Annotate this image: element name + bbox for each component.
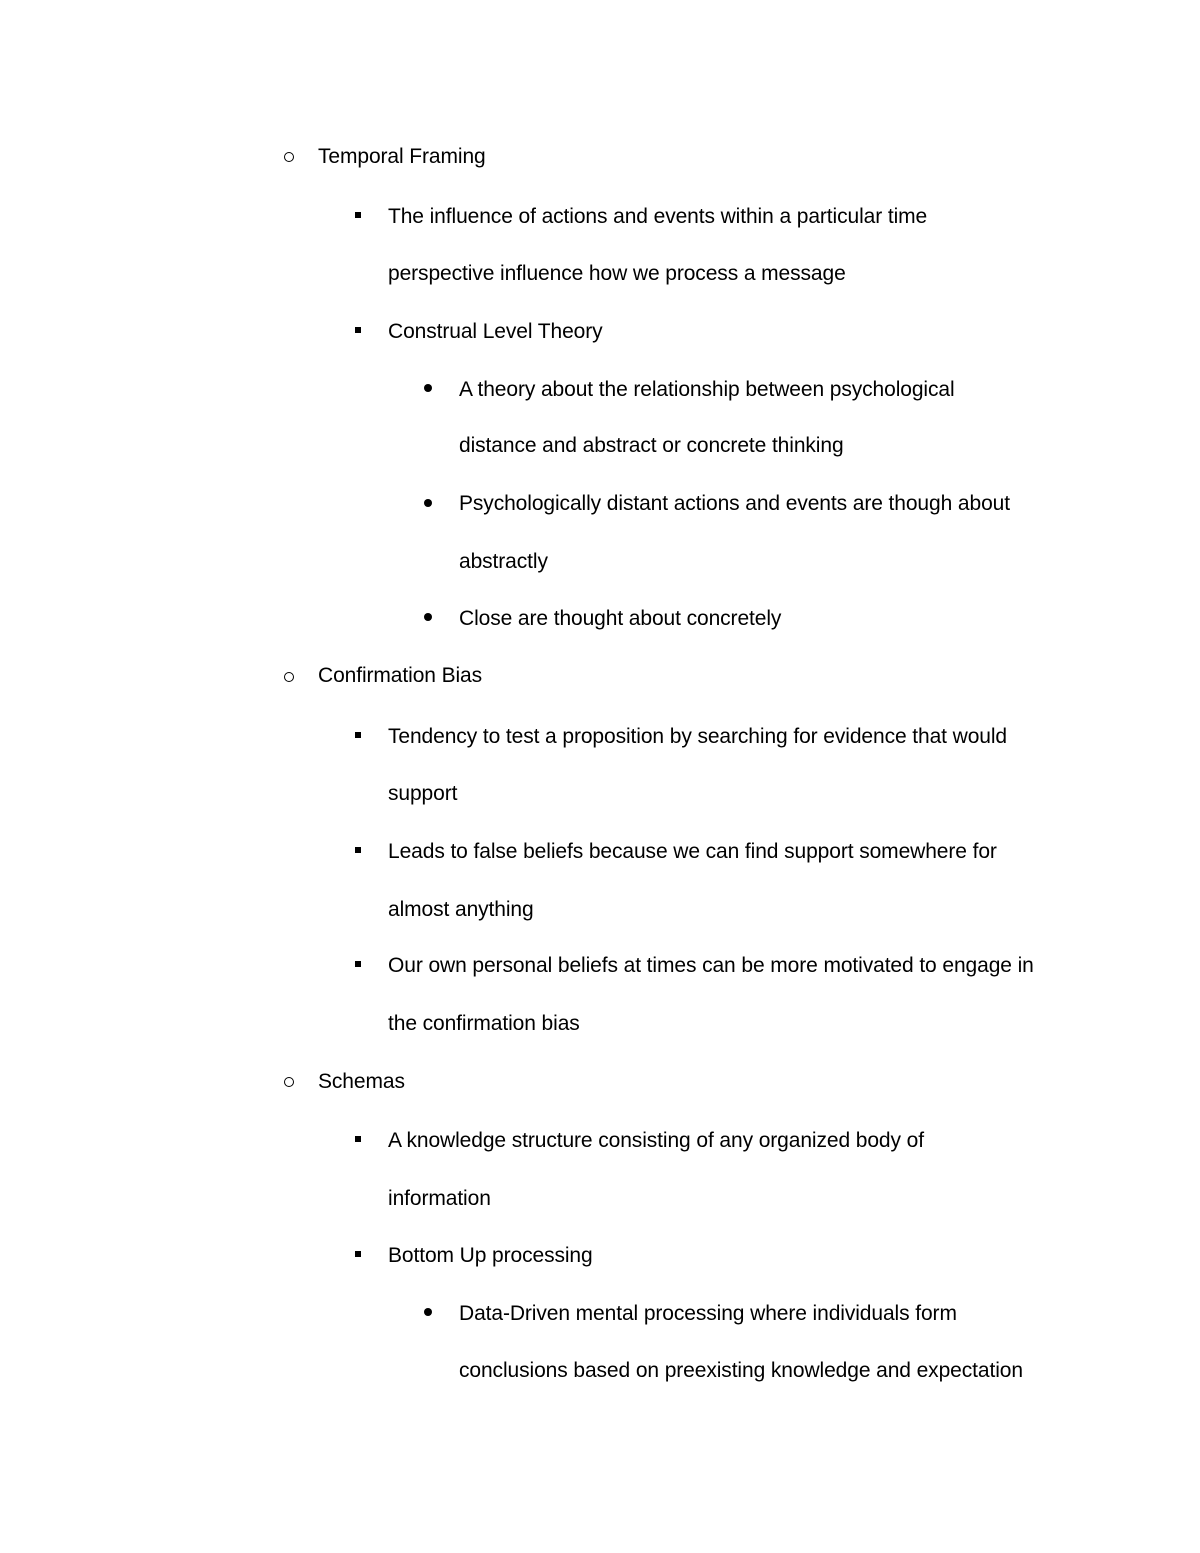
list-item-line: Tendency to test a proposition by searching for evidence that would: [388, 725, 1008, 748]
list-item-line: almost anything: [388, 898, 534, 921]
list-item-line: Construal Level Theory: [388, 320, 603, 343]
square-bullet-icon: [355, 847, 361, 853]
sub-list-item-line: A theory about the relationship between psychological: [459, 378, 955, 401]
section-heading-temporal-framing: Temporal Framing: [318, 145, 486, 168]
square-bullet-icon: [355, 732, 361, 738]
sub-list-item-line: conclusions based on preexisting knowledge and expectation: [459, 1359, 1023, 1382]
square-bullet-icon: [355, 961, 361, 967]
list-item-line: The influence of actions and events within a particular time: [388, 205, 928, 228]
hollow-circle-bullet-icon: [284, 152, 294, 162]
round-bullet-icon: [424, 613, 432, 621]
square-bullet-icon: [355, 1251, 361, 1257]
list-item-line: Bottom Up processing: [388, 1244, 593, 1267]
sub-list-item-line: Close are thought about concretely: [459, 607, 782, 630]
list-item-line: support: [388, 782, 458, 805]
sub-list-item-line: Data-Driven mental processing where individuals form: [459, 1302, 957, 1325]
hollow-circle-bullet-icon: [284, 1077, 294, 1087]
square-bullet-icon: [355, 1136, 361, 1142]
square-bullet-icon: [355, 212, 361, 218]
list-item-line: Leads to false beliefs because we can find support somewhere for: [388, 840, 997, 863]
list-item-line: A knowledge structure consisting of any organized body of: [388, 1129, 924, 1152]
square-bullet-icon: [355, 327, 361, 333]
round-bullet-icon: [424, 499, 432, 507]
list-item-line: the confirmation bias: [388, 1012, 580, 1035]
sub-list-item-line: distance and abstract or concrete thinking: [459, 434, 844, 457]
section-heading-confirmation-bias: Confirmation Bias: [318, 664, 483, 687]
section-heading-schemas: Schemas: [318, 1070, 405, 1093]
list-item-line: perspective influence how we process a message: [388, 262, 846, 285]
round-bullet-icon: [424, 1308, 432, 1316]
sub-list-item-line: abstractly: [459, 550, 548, 573]
sub-list-item-line: Psychologically distant actions and events are though about: [459, 492, 1010, 515]
round-bullet-icon: [424, 384, 432, 392]
list-item-line: information: [388, 1187, 491, 1210]
hollow-circle-bullet-icon: [284, 672, 294, 682]
list-item-line: Our own personal beliefs at times can be more motivated to engage in: [388, 954, 1034, 977]
